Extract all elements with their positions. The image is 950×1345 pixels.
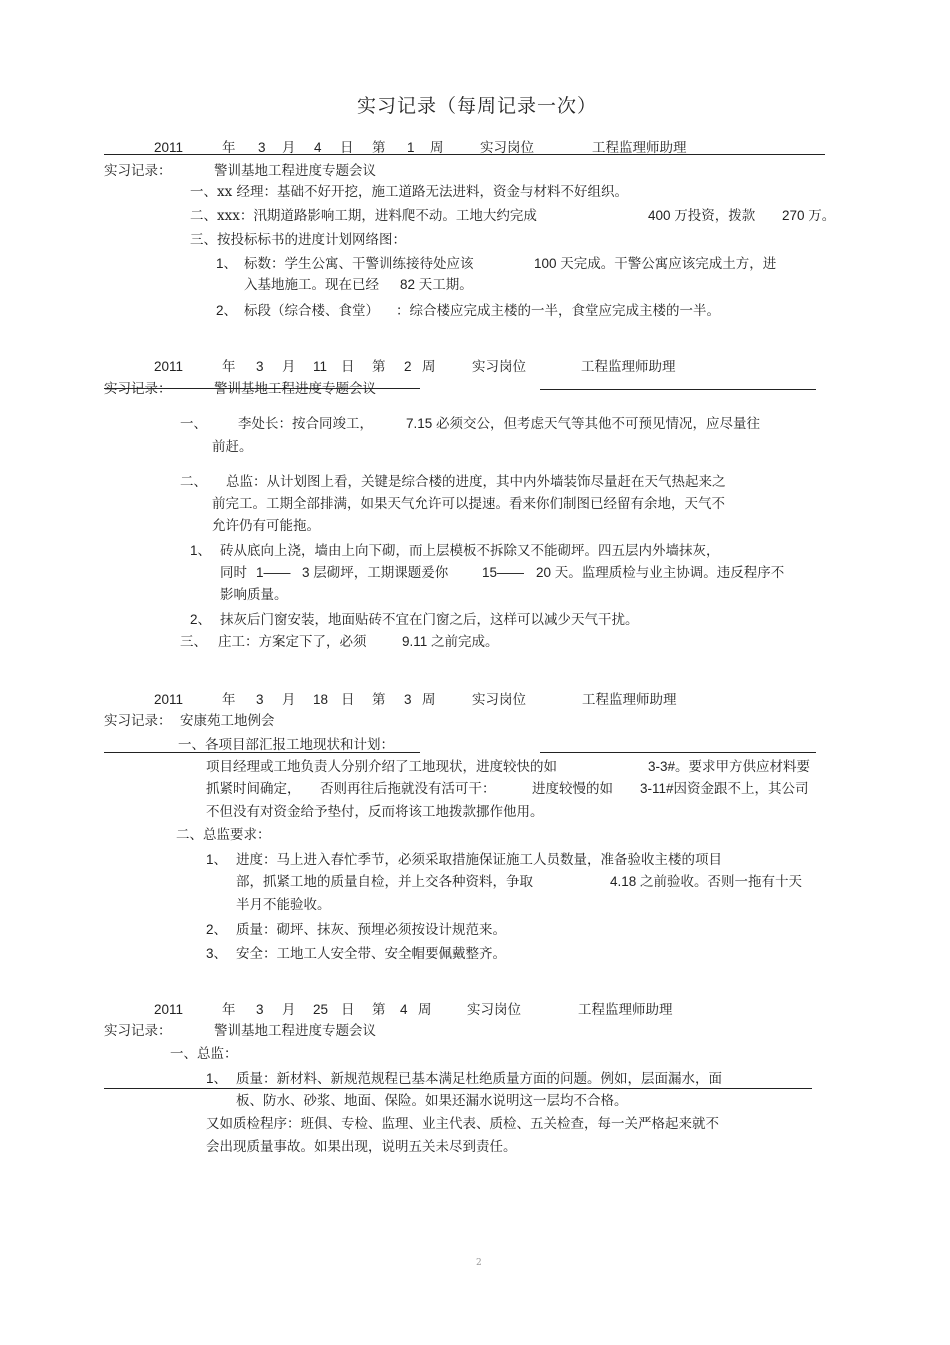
record-line: 进度：马上进入春忙季节，必须采取措施保证施工人员数量，准备验收主楼的项目 [236, 852, 722, 868]
record-line: 进度较慢的如 [532, 781, 613, 797]
record-line: 抓紧时间确定， [206, 781, 301, 797]
record-label: 实习记录： [104, 713, 172, 729]
record-line: 二、总监要求： [176, 827, 271, 843]
day-label: 日 [341, 692, 355, 708]
record-line: 4.18 之前验收。否则一拖有十天 [610, 874, 803, 889]
record-line: 9.11 之前完成。 [402, 634, 499, 649]
record-line: 一、xx 经理：基础不好开挖，施工道路无法进料，资金与材料不好组织。 [190, 184, 629, 200]
day-label: 日 [340, 140, 354, 156]
record-line: 总监：从计划图上看，关键是综合楼的进度，其中内外墙装饰尽量赶在天气热起来之 [226, 474, 726, 490]
week-day: 11 [313, 359, 328, 374]
year-label: 年 [222, 692, 236, 708]
week-year: 2011 [154, 1002, 184, 1017]
week-day: 4 [314, 140, 322, 155]
week-label: 周 [422, 692, 436, 708]
page-title: 实习记录（每周记录一次） [357, 95, 598, 117]
record-line: 三、按投标标书的进度计划网络图： [190, 232, 406, 248]
di-label: 第 [372, 692, 386, 708]
week-month: 3 [258, 140, 266, 155]
record-line: 又如质检程序：班俱、专检、监理、业主代表、质检、五关检查，每一关严格起来就不 [206, 1116, 719, 1132]
record-line: 庄工：方案定下了，必须 [218, 634, 367, 650]
post-label: 实习岗位 [480, 140, 534, 156]
record-line: 1、 [216, 256, 238, 271]
record-line: 同时 [220, 565, 247, 581]
record-line: 15—— [482, 565, 525, 580]
record-line: 一、各项目部汇报工地现状和计划： [178, 737, 394, 753]
week-number: 1 [407, 140, 415, 155]
year-label: 年 [222, 140, 236, 156]
record-line: 部，抓紧工地的质量自检，并上交各种资料，争取 [236, 874, 533, 890]
record-label: 实习记录： [104, 381, 172, 397]
record-line: 板、防水、砂浆、地面、保险。如果还漏水说明这一层均不合格。 [236, 1093, 628, 1109]
record-line: ：综合楼应完成主楼的一半，食堂应完成主楼的一半。 [396, 303, 720, 319]
day-label: 日 [341, 1002, 355, 1018]
week-number: 3 [404, 692, 412, 707]
record-line: 二、 [180, 474, 207, 490]
record-line: 3 层砌坪，工期课题爰你 [302, 565, 449, 580]
record-line: 质量：新材料、新规范规程已基本满足杜绝质量方面的问题。例如，层面漏水，面 [236, 1071, 722, 1087]
record-label: 实习记录： [104, 1023, 172, 1039]
record-line: 20 天。监理质检与业主协调。违反程序不 [536, 565, 785, 580]
record-line: 安全：工地工人安全带、安全帽要佩戴整齐。 [236, 946, 506, 962]
record-line: 1、 [206, 852, 228, 867]
month-label: 月 [282, 359, 296, 375]
record-line: 砖从底向上浇，墙由上向下砌，而上层模板不拆除又不能砌坪。四五层内外墙抹灰， [220, 543, 720, 559]
record-line: 允许仍有可能拖。 [212, 518, 320, 534]
record-line: 3-11#因资金跟不上，其公司 [640, 781, 809, 796]
record-topic: 安康苑工地例会 [180, 713, 275, 729]
record-line: 三、 [180, 634, 207, 650]
record-line: 抹灰后门窗安装，地面贴砖不宜在门窗之后，这样可以减少天气干扰。 [220, 612, 639, 628]
record-line: 否则再往后拖就没有活可干： [320, 781, 496, 797]
week-month: 3 [256, 1002, 264, 1017]
record-line: 半月不能验收。 [236, 897, 331, 913]
record-line: 2、 [206, 922, 228, 937]
record-line: 质量：砌坪、抹灰、预埋必须按设计规范来。 [236, 922, 506, 938]
header-underline [104, 154, 825, 155]
record-line: 会出现质量事故。如果出现，说明五关未尽到责任。 [206, 1139, 517, 1155]
record-line: 标数：学生公寓、干警训练接待处应该 [244, 256, 474, 272]
post-value: 工程监理师助理 [582, 692, 677, 708]
week-number: 4 [400, 1002, 408, 1017]
week-month: 3 [256, 692, 264, 707]
record-line: 400 万投资，拨款 [648, 208, 756, 223]
record-line: 2、 [216, 303, 238, 318]
post-label: 实习岗位 [472, 359, 526, 375]
week-year: 2011 [154, 140, 184, 155]
day-label: 日 [341, 359, 355, 375]
record-line: 7.15 必须交公，但考虑天气等其他不可预见情况，应尽量往 [406, 416, 761, 431]
record-line: 不但没有对资金给予垫付，反而将该工地拨款挪作他用。 [206, 804, 544, 820]
di-label: 第 [372, 1002, 386, 1018]
record-line: 270 万。 [782, 208, 836, 223]
post-value: 工程监理师助理 [578, 1002, 673, 1018]
week-number: 2 [404, 359, 412, 374]
month-label: 月 [282, 1002, 296, 1018]
week-label: 周 [430, 140, 444, 156]
record-line: 一、 [180, 416, 207, 432]
week-label: 周 [418, 1002, 432, 1018]
record-line: 1—— [256, 565, 291, 580]
month-label: 月 [282, 140, 296, 156]
post-value: 工程监理师助理 [592, 140, 687, 156]
page-number: 2 [476, 1258, 482, 1268]
blank-underline [540, 389, 816, 390]
record-topic: 警训基地工程进度专题会议 [214, 1023, 376, 1039]
record-line: 3、 [206, 946, 228, 961]
week-label: 周 [422, 359, 436, 375]
post-label: 实习岗位 [472, 692, 526, 708]
year-label: 年 [222, 1002, 236, 1018]
record-line: 2、 [190, 612, 212, 627]
record-line: 入基地施工。现在已经 [244, 277, 379, 293]
record-line: 一、总监： [170, 1046, 238, 1062]
record-line: 1、 [206, 1071, 228, 1086]
month-label: 月 [282, 692, 296, 708]
week-month: 3 [256, 359, 264, 374]
record-line: 项目经理或工地负责人分别介绍了工地现状，进度较快的如 [206, 759, 557, 775]
blank-underline [540, 752, 816, 753]
record-line: 100 天完成。干警公寓应该完成土方，进 [534, 256, 777, 271]
record-topic: 警训基地工程进度专题会议 [214, 163, 376, 179]
record-line: 影响质量。 [220, 587, 288, 603]
record-line: 标段（综合楼、食堂） [244, 303, 379, 319]
section-underline [104, 1088, 812, 1089]
week-year: 2011 [154, 359, 184, 374]
record-line: 82 天工期。 [400, 277, 473, 292]
year-label: 年 [222, 359, 236, 375]
record-label: 实习记录： [104, 163, 172, 179]
di-label: 第 [372, 140, 386, 156]
record-line: 二、xxx：汛期道路影响工期，进料爬不动。工地大约完成 [190, 208, 537, 224]
post-value: 工程监理师助理 [581, 359, 676, 375]
record-line: 3-3#。要求甲方供应材料要 [648, 759, 811, 774]
record-line: 前完工。工期全部排满，如果天气允许可以提速。看来你们制图已经留有余地，天气不 [212, 496, 725, 512]
record-line: 1、 [190, 543, 212, 558]
di-label: 第 [372, 359, 386, 375]
week-day: 18 [313, 692, 329, 707]
record-line: 李处长：按合同竣工， [238, 416, 373, 432]
week-day: 25 [313, 1002, 329, 1017]
record-line: 前赶。 [212, 439, 253, 455]
week-year: 2011 [154, 692, 184, 707]
record-topic: 警训基地工程进度专题会议 [214, 381, 376, 397]
post-label: 实习岗位 [467, 1002, 521, 1018]
